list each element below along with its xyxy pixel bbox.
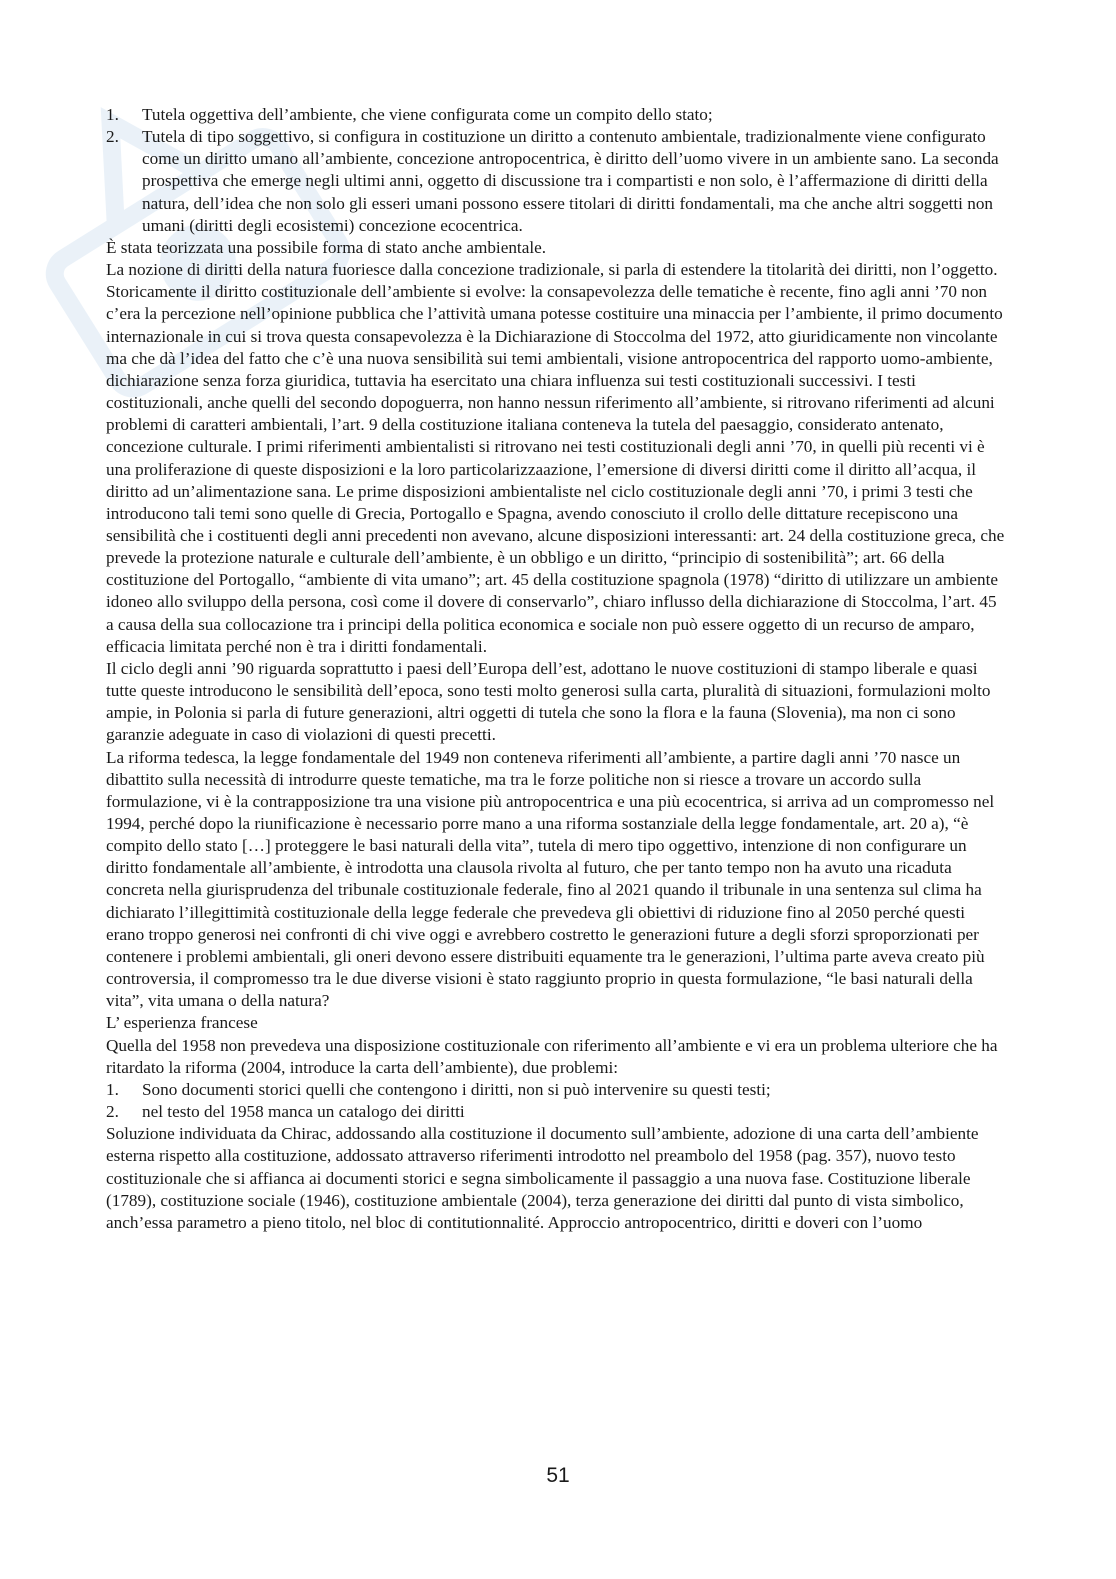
document-body (106, 104, 1006, 1234)
list-number: 1. (106, 1079, 119, 1099)
list-number: 2. (106, 127, 119, 147)
paragraph: Storicamente il diritto costituzionale dell’ambiente si evolve: la consapevolezza delle tematiche è recente, fino agli anni ’70 non c’era la percezione nell’opinione pubblica che l’attività umana potesse costituire una minaccia per l’ambiente, il primo documento internazionale in cui si trova questa consapevolezza è la Dichiarazione di Stoccolma del 1972, atto giuridicamente non vincolante ma che dà l’idea del fatto che c’è una nuova sensibilità sui temi ambientali, visione antropocentrica del rapporto uomo-ambiente, dichiarazione senza forza giuridica, tuttavia ha esercitato una chiara influenza sui testi costituzionali successivi. I testi costituzionali, anche quelli del secondo dopoguerra, non hanno nessun riferimento all’ambiente, si ritrovano riferimenti ad alcuni problemi di caratteri ambientali, l’art. 9 della costituzione italiana conteneva la tutela del paesaggio, considerato antenato, concezione culturale. I primi riferimenti ambientalisti si ritrovano nei testi costituzionali degli anni ’70, in quelli più recenti vi è una proliferazione di queste disposizioni e la loro particolarizzaazione, l’emersione di diversi diritti come il diritto all’acqua, il diritto ad un’alimentazione sana. Le prime disposizioni ambientaliste nel ciclo costituzionale degli anni ’70, i primi 3 testi che introducono tali temi sono quelle di Grecia, Portogallo e Spagna, avendo conosciuto il crollo delle dittature recepiscono una sensibilità che i costituenti degli anni precedenti non avevano, alcune disposizioni interessanti: art. 24 della costituzione greca, che prevede la protezione naturale e culturale dell’ambiente, è un obbligo e un diritto, “principio di sostenibilità”; art. 66 della costituzione del Portogallo, “ambiente di vita umano”; art. 45 della costituzione spagnola (1978) “diritto di utilizzare un ambiente idoneo allo sviluppo della persona, così come il dovere di conservarlo”, chiaro influsso della dichiarazione di Stoccolma, l’art. 45 a causa della sua collocazione tra i principi della politica economica e sociale non può essere oggetto di un recurso de amparo, efficacia limitata perché non è tra i diritti fondamentali. (106, 282, 1005, 656)
list-text: Tutela di tipo soggettivo, si configura in costituzione un diritto a contenuto ambientale, tradizionalmente viene configurato come un diritto umano all’ambiente, concezione antropocentrica, è diritto dell’uomo vivere in un ambiente sano. La seconda prospettiva che emerge negli ultimi anni, oggetto di discussione tra i compartisti e non solo, è l’affermazione di diritti della natura, dell’idea che non solo gli esseri umani possono essere titolari di diritti fondamentali, ma che anche altri soggetti non umani (diritti degli ecosistemi) concezione ecocentrica. (142, 127, 999, 235)
list-text: Sono documenti storici quelli che contengono i diritti, non si può intervenire su questi testi; (142, 1079, 771, 1099)
list-text: Tutela oggettiva dell’ambiente, che viene configurata come un compito dello stato; (142, 105, 713, 124)
page-number: 51 (546, 1464, 570, 1487)
list-number: 1. (106, 105, 119, 124)
list-item (106, 104, 1006, 126)
list-item (106, 1101, 1006, 1123)
list-text: nel testo del 1958 manca un catalogo dei diritti (142, 1102, 465, 1122)
list-number: 2. (106, 1102, 119, 1122)
paragraph: La riforma tedesca, la legge fondamentale del 1949 non conteneva riferimenti all’ambiente, a partire dagli anni ’70 nasce un dibattito sulla necessità di introdurre queste tematiche, ma tra le forze politiche non si riesce a trovare un accordo sulla formulazione, vi è la contrapposizione tra una visione più antropocentrica e una più ecocentrica, si arriva ad un compromesso nel 1994, perché dopo la riunificazione è necessario porre mano a una riforma sostanziale della legge fondamentale, art. 20 a), “è compito dello stato […] proteggere le basi naturali della vita”, tutela di mero tipo oggettivo, intenzione di non configurare un diritto fondamentale all’ambiente, è introdotta una clausola rivolta al futuro, che per tanto tempo non ha avuto una ricaduta concreta nella giurisprudenza del tribunale costituzionale federale, fino al 2021 quando il tribunale in una sentenza sul clima ha dichiarato l’illegittimità costituzionale della legge federale che prevedeva gli obiettivi di riduzione fino al 2050 perché questi erano troppo generosi nei confronti di chi vive oggi e avrebbero costretto le generazioni future a degli sforzi sproporzionati per contenere i problemi ambientali, gli oneri devono essere distribuiti equamente tra le generazioni, l’ultima parte aveva creato più controversia, il compromesso tra le due diverse visioni è stato raggiunto proprio in questa formulazione, “le basi naturali della vita”, vita umana o della natura? (106, 747, 995, 1011)
paragraph: Quella del 1958 non prevedeva una disposizione costituzionale con riferimento all’ambiente e vi era un problema ulteriore che ha ritardato la riforma (2004, introduce la carta dell’ambiente), due problemi: (106, 1035, 998, 1077)
list-first (106, 104, 1006, 237)
list-second (106, 1079, 1006, 1123)
list-item (106, 126, 1006, 237)
list-item (106, 1079, 1006, 1101)
paragraph: Il ciclo degli anni ’90 riguarda soprattutto i paesi dell’Europa dell’est, adottano le nuove costituzioni di stampo liberale e quasi tutte queste introducono le sensibilità dell’epoca, sono testi molto generosi sulla carta, pluralità di situazioni, formulazioni molto ampie, in Polonia si parla di future generazioni, altri oggetti di tutela che sono la flora e la fauna (Slovenia), ma non ci sono garanzie adeguate in caso di violazioni di questi precetti. (106, 658, 991, 745)
section-heading: L’ esperienza francese (106, 1013, 258, 1033)
paragraph: Soluzione individuata da Chirac, addossando alla costituzione il documento sull’ambiente, adozione di una carta dell’ambiente esterna rispetto alla costituzione, addossato attraverso riferimenti introdotto nel preambolo del 1958 (pag. 357), nuovo testo costituzionale che si affianca ai documenti storici e segna simbolicamente il passaggio a una nuova fase. Costituzione liberale (1789), costituzione sociale (1946), costituzione ambientale (2004), terza generazione dei diritti dal punto di vista simbolico, anch’essa parametro a pieno titolo, nel bloc di contitutionnalité. Approccio antropocentrico, diritti e doveri con l’uomo (106, 1124, 979, 1232)
paragraph: La nozione di diritti della natura fuoriesce dalla concezione tradizionale, si parla di estendere la titolarità dei diritti, non l’oggetto. (106, 260, 998, 280)
paragraph: È stata teorizzata una possibile forma di stato anche ambientale. (106, 237, 547, 257)
